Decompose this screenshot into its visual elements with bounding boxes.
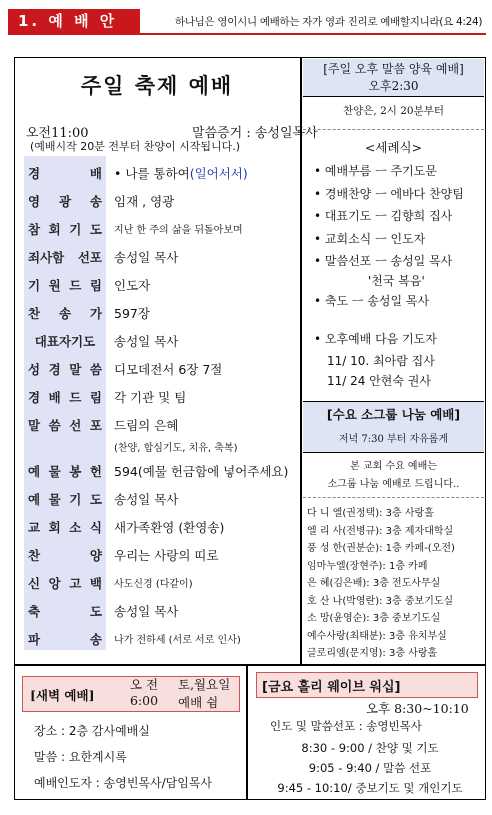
section-tab: 1. 예 배 안 내: [8, 9, 140, 33]
dawn-ojeon: 오 전: [130, 677, 159, 692]
order-value: 새가족환영 (환영송): [114, 520, 225, 535]
order-label: 예 물 기 도: [28, 492, 102, 507]
friday-title: [금요 홀리 웨이브 워십]: [262, 680, 401, 695]
order-value: • 나를 통하여(일어서서): [114, 166, 248, 181]
dawn-place: 장소 : 2층 감사예배실: [34, 724, 150, 738]
order-label: 찬 양: [28, 548, 102, 563]
order-label: 예 물 봉 헌: [28, 464, 102, 479]
pm-order-item: • 대표기도 ㅡ 김향희 집사: [314, 209, 453, 223]
order-label: 교 회 소 식: [28, 520, 102, 535]
friday-schedule-row: 9:05 - 9:40 / 말씀 선포: [308, 761, 432, 775]
dawn-word: 말씀 : 요한계시록: [34, 750, 127, 764]
sunday-preacher: 말씀증거 : 송성일목사: [192, 126, 318, 141]
small-group-row: 다 니 엘(권정택): 3층 사랑홀: [307, 508, 434, 519]
pm-order-item: '천국 복음': [368, 274, 425, 288]
order-label: 영 광 송: [28, 194, 102, 209]
pm-time: 오후2:30: [368, 79, 419, 93]
order-value: 597장: [114, 306, 150, 321]
small-group-row: 풍 성 한(권분순): 1층 카페-(오전): [307, 543, 455, 554]
pm-header: [303, 59, 484, 97]
pm-order-item: • 축도 ㅡ 송성일 목사: [314, 294, 430, 308]
column-divider: [300, 57, 302, 665]
small-group-row: 글로리엠(문지영): 3층 사랑홀: [307, 648, 438, 659]
dawn-leader: 예배인도자 : 송영빈목사/담임목사: [34, 776, 213, 790]
order-label: 성 경 말 씀: [28, 362, 102, 377]
order-value: 송성일 목사: [114, 250, 179, 265]
pm-order-item: • 교회소식 ㅡ 인도자: [314, 232, 426, 246]
order-value: 594(예물 헌금함에 넣어주세요): [114, 464, 289, 479]
small-group-row: 예수사랑(최태분): 3층 유치부실: [307, 630, 447, 642]
small-group-row: 소 망(윤영순): 3층 중보기도실: [307, 613, 441, 624]
small-group-row: 엘 리 사(전병규): 3층 제자대학실: [307, 525, 454, 537]
order-label: 말 씀 선 포: [28, 418, 102, 433]
header-divider: [8, 33, 486, 35]
order-value: 송성일 목사: [114, 604, 179, 619]
friday-leader: 인도 및 말씀선포 : 송영빈목사: [270, 719, 422, 733]
pm-order-item: 11/ 10. 최아람 집사: [327, 354, 435, 368]
dawn-worship-off: 예배 쉼: [178, 695, 219, 710]
pm-order-item: • 경배찬양 ㅡ 에바다 찬양팀: [314, 187, 464, 201]
order-label: 대표자기도: [34, 334, 96, 349]
small-group-row: 호 산 나(박영란): 3층 중보기도실: [307, 595, 454, 607]
order-label: 파 송: [28, 632, 102, 647]
pm-order-item: • 예배부름 ㅡ 주기도문: [314, 164, 437, 178]
order-label: 찬 송 가: [28, 306, 102, 321]
wed-separator: [303, 497, 484, 499]
pm-order-item: • 말씀선포 ㅡ 송성일 목사: [314, 254, 453, 268]
wed-note-line2: 소그룹 나눔 예배로 드립니다..: [327, 479, 460, 490]
pm-order-item: 11/ 24 안현숙 권사: [327, 374, 431, 388]
order-value: 나가 전하세 (서로 서로 인사): [114, 635, 241, 646]
order-label: 기 원 드 림: [28, 278, 102, 293]
order-label: 경 배: [28, 166, 102, 181]
order-value: 인도자: [114, 278, 151, 293]
pm-praise-time: 찬양은, 2시 20분부터: [342, 105, 445, 117]
pm-order-item: • 오후예배 다음 기도자: [314, 332, 437, 346]
order-value: 디모데전서 6장 7절: [114, 362, 223, 377]
order-value: 임재 , 영광: [114, 194, 175, 209]
friday-schedule-row: 8:30 - 9:00 / 찬양 및 기도: [301, 741, 439, 755]
wed-note: [303, 458, 484, 494]
pm-separator: [303, 129, 484, 131]
order-value: 각 기관 및 팀: [114, 390, 187, 405]
order-label: 죄사함 선포: [28, 250, 102, 265]
sunday-title: 주일 축제 예배: [80, 74, 234, 98]
dawn-title: [새벽 예배]: [30, 688, 95, 703]
wed-time: 저녁 7:30 부터 자유롭게: [338, 434, 449, 445]
small-group-row: 은 혜(김은배): 3층 전도사무실: [307, 578, 441, 589]
order-value: 송성일 목사: [114, 334, 179, 349]
order-value: 우리는 사랑의 띠로: [114, 548, 219, 563]
order-label: 축 도: [28, 604, 102, 619]
bottom-divider: [14, 664, 486, 666]
order-label: 경 배 드 림: [28, 390, 102, 405]
header-verse: 하나님은 영이시니 예배하는 자가 영과 진리로 예배할지니라(요 4:24): [175, 16, 483, 28]
bottom-column-divider: [246, 664, 248, 800]
order-label: 참 회 기 도: [28, 222, 102, 237]
friday-schedule-row: 9:45 - 10:10/ 중보기도 및 개인기도: [277, 781, 463, 795]
friday-time: 오후 8:30~10:10: [366, 701, 469, 716]
sunday-note: (예배시작 20분 전부터 찬양이 시작됩니다.): [30, 140, 241, 153]
pm-title: [주일 오후 말씀 양육 예배]: [323, 62, 464, 76]
order-label: 신 앙 고 백: [28, 576, 102, 591]
pm-sermon-title: <세례식>: [364, 140, 423, 155]
order-value: 지난 한 주의 삶을 뒤돌아보며: [114, 225, 243, 236]
dawn-time: 6:00: [130, 693, 159, 708]
dawn-days: 토,월요일: [178, 677, 231, 692]
order-value: (찬양, 합심기도, 치유, 축복): [114, 443, 238, 454]
small-group-row: 임마누엘(장현주): 1층 카페: [307, 560, 428, 572]
order-value: 사도신경 (다같이): [114, 579, 193, 590]
wed-title: [수요 소그룹 나눔 예배]: [326, 407, 461, 422]
order-value: 드림의 은혜: [114, 418, 179, 433]
wed-note-line1: 본 교회 수요 예배는: [350, 461, 437, 472]
sunday-time: 오전11:00: [26, 126, 89, 141]
order-value: 송성일 목사: [114, 492, 179, 507]
